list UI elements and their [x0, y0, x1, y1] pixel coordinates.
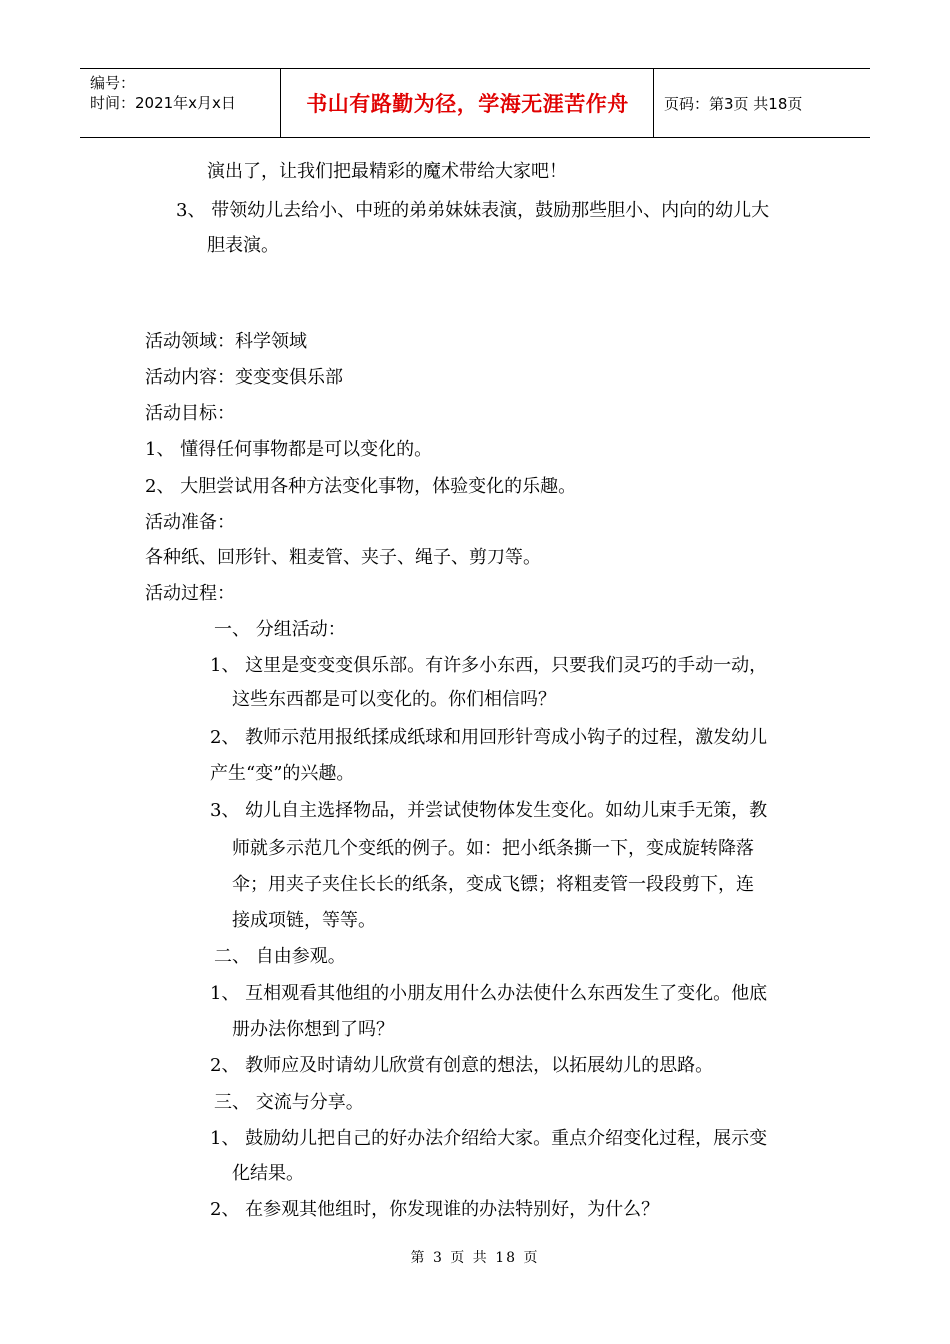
section-heading: 活动目标：: [145, 403, 235, 424]
list-item-continuation: 接成项链，等等。: [232, 910, 376, 931]
number-label: 编号：: [90, 74, 136, 92]
list-item-continuation: 产生“变”的兴趣。: [210, 763, 355, 784]
list-item: 3、 幼儿自主选择物品，并尝试使物体发生变化。如幼儿束手无策，教: [210, 800, 768, 821]
subsection-heading: 三、 交流与分享。: [214, 1092, 364, 1113]
body-line: 演出了，让我们把最精彩的魔术带给大家吧！: [207, 161, 567, 182]
list-item: 1、 鼓励幼儿把自己的好办法介绍给大家。重点介绍变化过程，展示变: [210, 1128, 768, 1149]
list-item-continuation: 册办法你想到了吗？: [232, 1019, 394, 1040]
body-line: 胆表演。: [207, 235, 279, 256]
list-item-continuation: 师就多示范几个变纸的例子。如：把小纸条撕一下，变成旋转降落: [232, 838, 754, 859]
page-header: [80, 68, 870, 138]
date-label: 时间：2021年x月x日: [90, 94, 236, 112]
header-page-info: 页码：第3页 共18页: [664, 94, 803, 113]
body-line: 各种纸、回形针、粗麦管、夹子、绳子、剪刀等。: [145, 547, 541, 568]
list-item-continuation: 这些东西都是可以变化的。你们相信吗？: [232, 689, 556, 710]
subsection-heading: 二、 自由参观。: [214, 946, 346, 967]
activity-field: 活动领域：科学领域: [145, 331, 307, 352]
list-item: 2、 教师示范用报纸揉成纸球和用回形针弯成小钩子的过程，激发幼儿: [210, 727, 768, 748]
section-heading: 活动准备：: [145, 512, 235, 533]
header-meta-cell: [80, 69, 281, 137]
list-item: 1、 互相观看其他组的小朋友用什么办法使什么东西发生了变化。他底: [210, 983, 768, 1004]
header-motto: 书山有路勤为径，学海无涯苦作舟: [282, 69, 654, 137]
list-item-continuation: 伞；用夹子夹住长长的纸条，变成飞镖；将粗麦管一段段剪下，连: [232, 874, 754, 895]
list-item: 1、 这里是变变变俱乐部。有许多小东西，只要我们灵巧的手动一动，: [210, 655, 768, 676]
page-footer: 第 3 页 共 18 页: [410, 1250, 540, 1266]
list-item: 1、 懂得任何事物都是可以变化的。: [145, 439, 433, 460]
subsection-heading: 一、 分组活动：: [214, 619, 346, 640]
list-item-continuation: 化结果。: [232, 1163, 304, 1184]
activity-content: 活动内容：变变变俱乐部: [145, 367, 343, 388]
list-item: 2、 在参观其他组时，你发现谁的办法特别好，为什么？: [210, 1199, 660, 1220]
list-item: 2、 教师应及时请幼儿欣赏有创意的想法，以拓展幼儿的思路。: [210, 1055, 714, 1076]
list-item: 2、 大胆尝试用各种方法变化事物，体验变化的乐趣。: [145, 476, 577, 497]
list-item: 3、 带领幼儿去给小、中班的弟弟妹妹表演，鼓励那些胆小、内向的幼儿大: [176, 200, 770, 221]
section-heading: 活动过程：: [145, 583, 235, 604]
